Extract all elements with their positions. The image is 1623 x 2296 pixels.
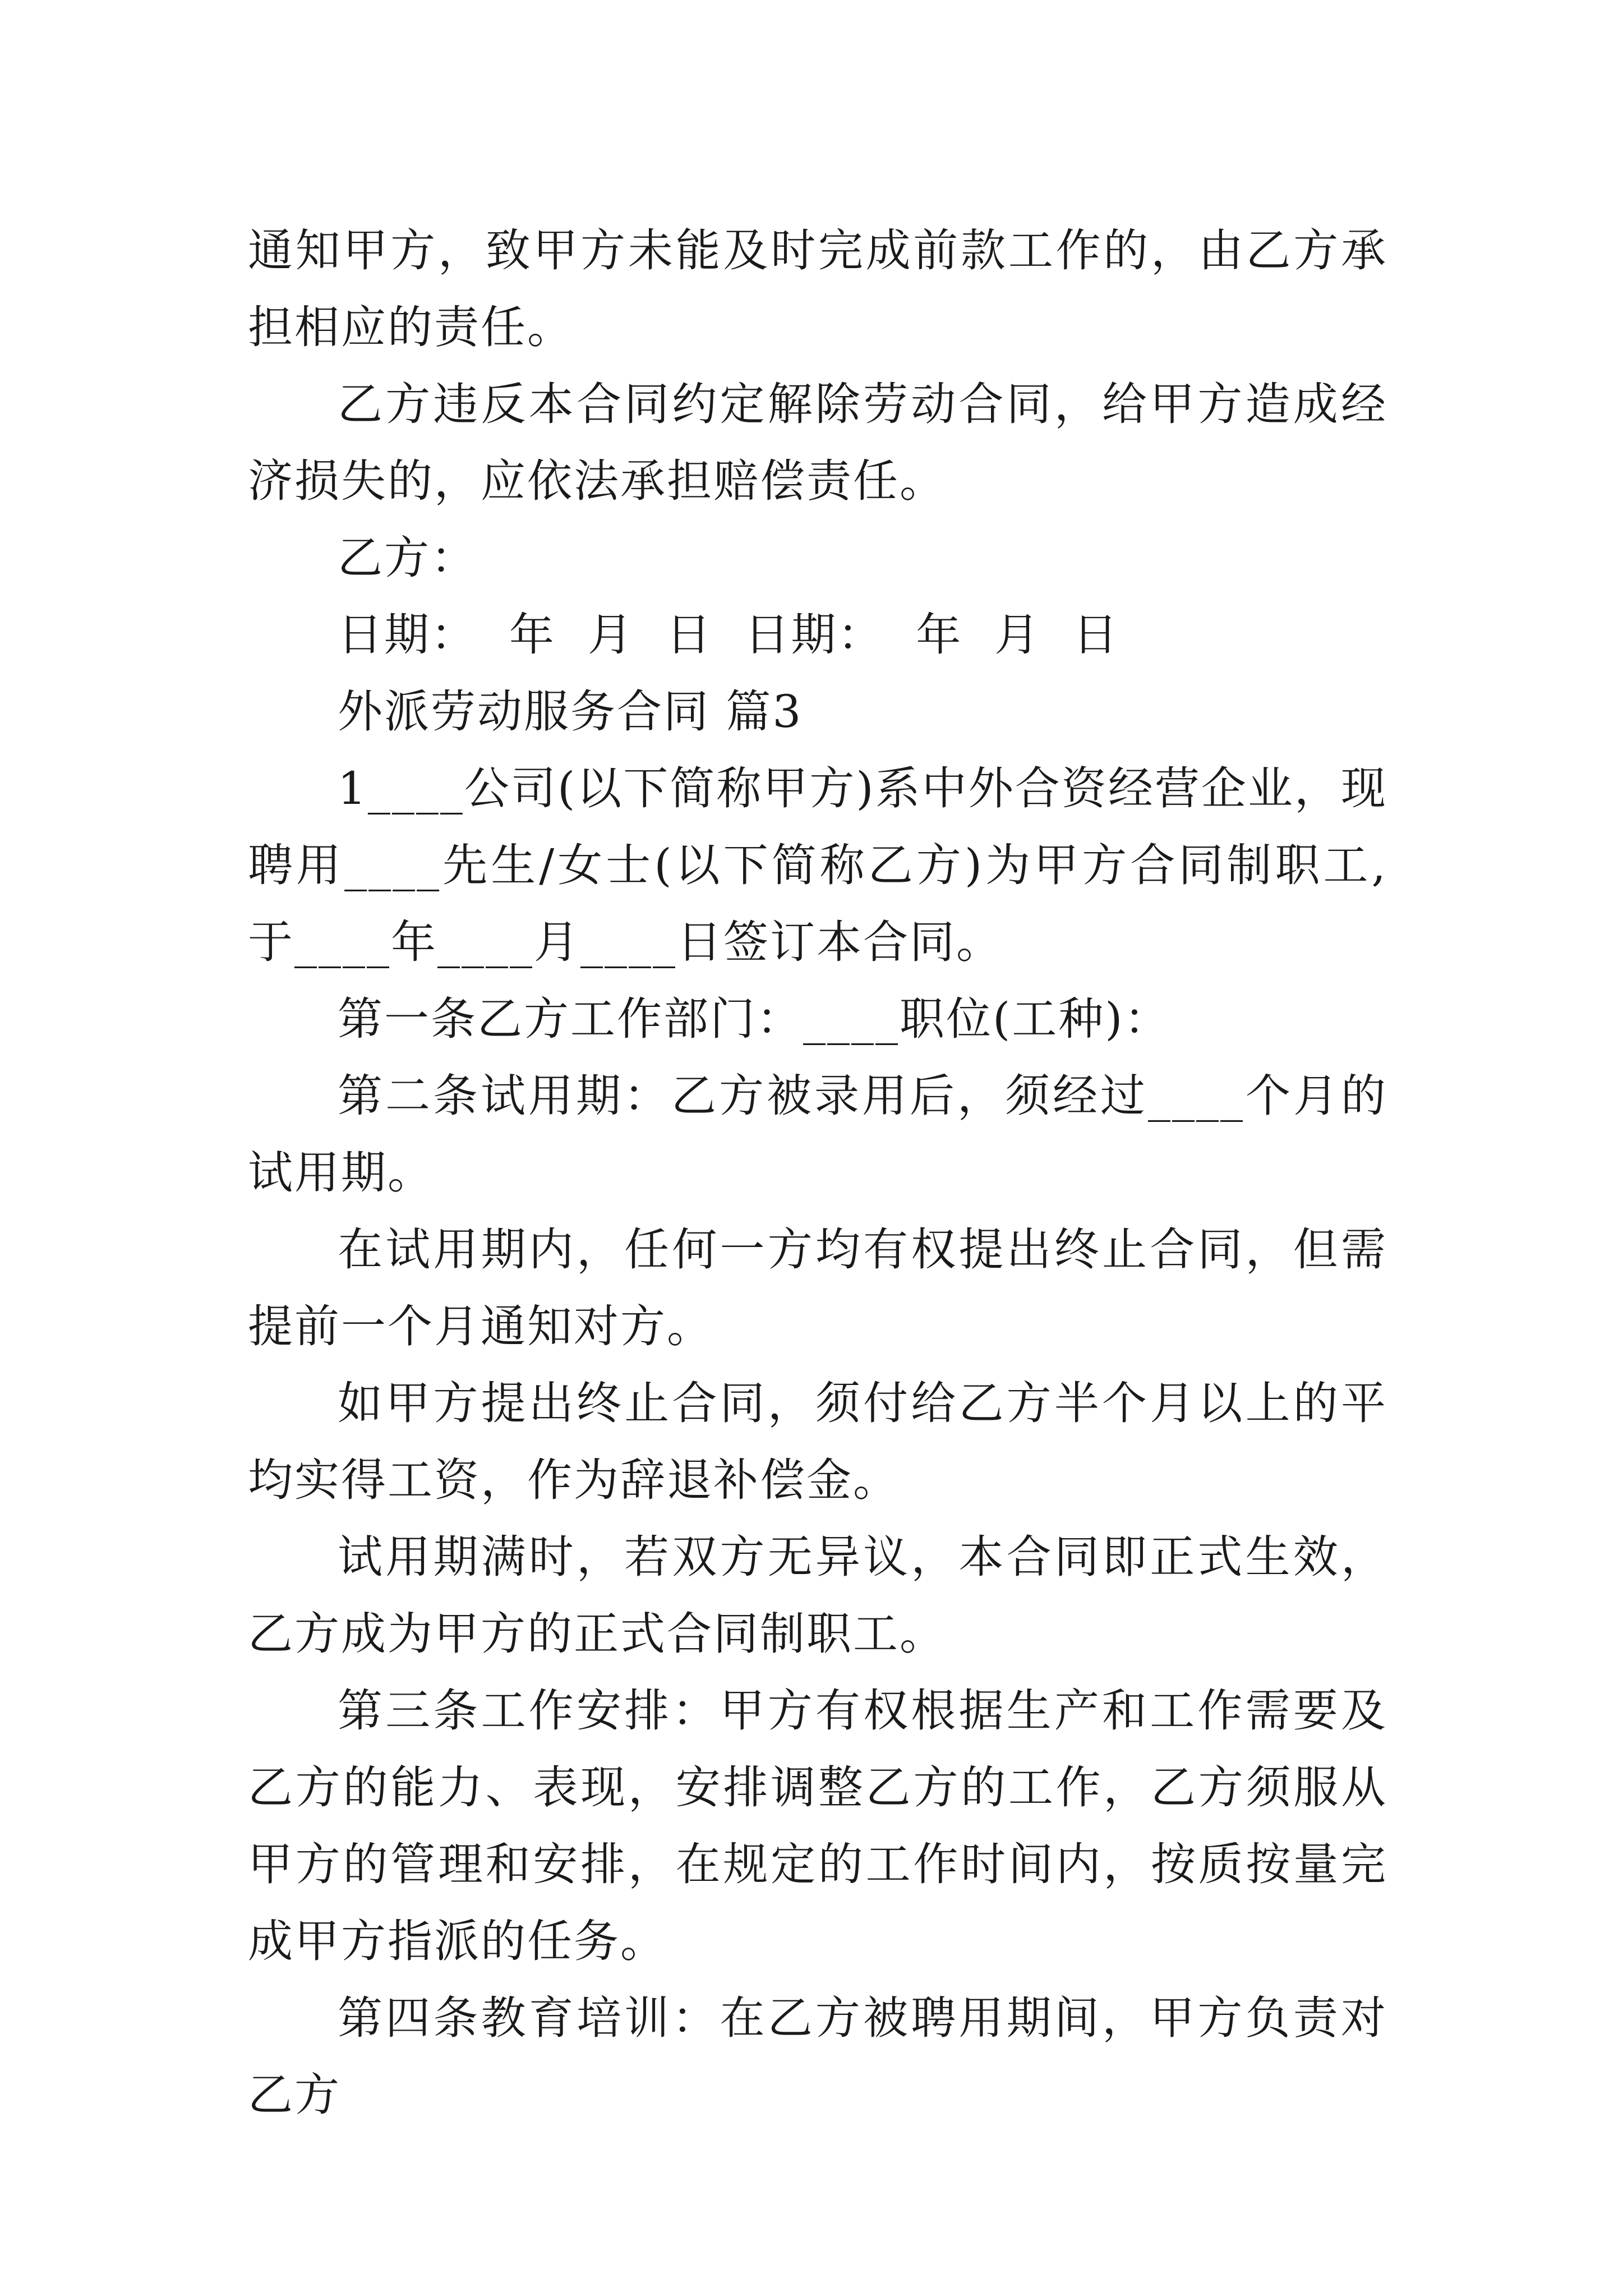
document-body <box>248 212 1387 2133</box>
paragraph-probation-end: 试用期满时，若双方无异议，本合同即正式生效，乙方成为甲方的正式合同制职工。 <box>248 1531 1387 1660</box>
paragraph-dates: 日期： 年 月 日 日期： 年 月 日 <box>338 609 1120 661</box>
paragraph-continuation: 通知甲方，致甲方未能及时完成前款工作的，由乙方承担相应的责任。 <box>248 224 1387 353</box>
article-2: 第二条试用期：乙方被录用后，须经过____个月的试用期。 <box>248 1070 1387 1199</box>
article-1: 第一条乙方工作部门：____职位(工种)： <box>338 993 1171 1045</box>
article-4: 第四条教育培训：在乙方被聘用期间，甲方负责对乙方 <box>248 1992 1387 2121</box>
paragraph-probation-termination: 在试用期内，任何一方均有权提出终止合同，但需提前一个月通知对方。 <box>248 1223 1387 1352</box>
section-heading: 外派劳动服务合同 篇3 <box>338 685 803 738</box>
paragraph-severance: 如甲方提出终止合同，须付给乙方半个月以上的平均实得工资，作为辞退补偿金。 <box>248 1377 1387 1506</box>
paragraph-intro: 1____公司(以下简称甲方)系中外合资经营企业，现聘用____先生/女士(以下简称乙方)为甲方合同制职工,于____年____月____日签订本合同。 <box>248 762 1387 968</box>
paragraph-breach-liability: 乙方违反本合同约定解除劳动合同，给甲方造成经济损失的，应依法承担赔偿责任。 <box>248 378 1387 507</box>
paragraph-party-b-signature: 乙方： <box>338 532 477 584</box>
article-3: 第三条工作安排：甲方有权根据生产和工作需要及乙方的能力、表现，安排调整乙方的工作，乙方须服从甲方的管理和安排，在规定的工作时间内，按质按量完成甲方指派的任务。 <box>248 1685 1387 1967</box>
